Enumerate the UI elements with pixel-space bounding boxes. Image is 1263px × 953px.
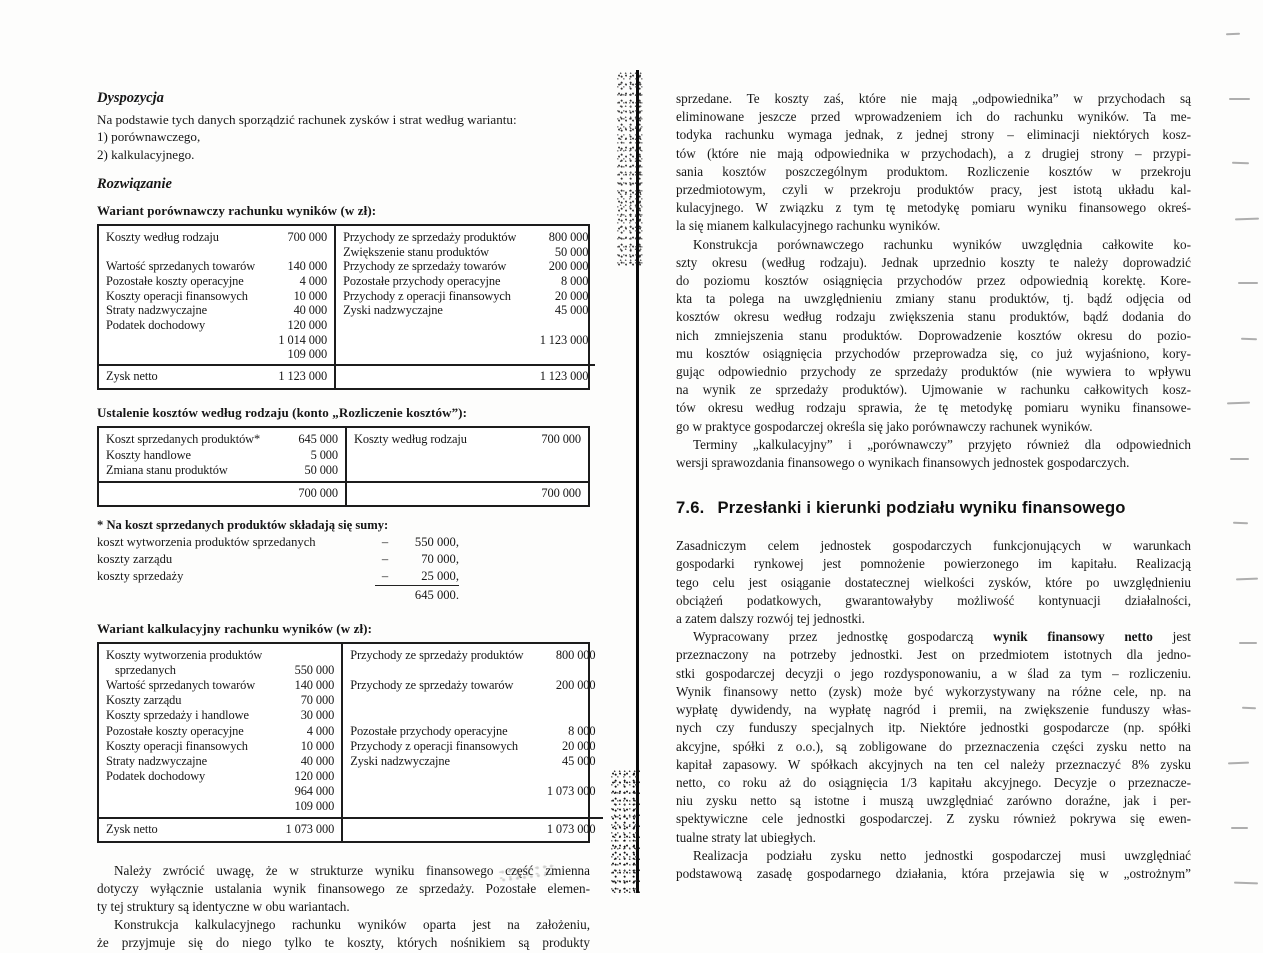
ledger-row: Przychody z operacji finansowych 20 000 bbox=[343, 288, 589, 303]
text-line: mu kosztów osiągnięcia przychodów przeprowadza się, co już wyjaśniono, kory- bbox=[676, 345, 1191, 361]
ledger-row: Wartość sprzedanych towarów 140 000 bbox=[106, 677, 335, 692]
table1-debit-side bbox=[99, 226, 336, 388]
ledger-row: Pozostałe przychody operacyjne 8 000 bbox=[350, 723, 596, 738]
text-line: do poziomu kosztów osiągnięcia przychodów przez odpowiednią korektę. Kore- bbox=[676, 273, 1191, 289]
ledger-row: Koszty sprzedaży i handlowe 30 000 bbox=[106, 708, 335, 723]
text-line: podstawową zasadę gospodarnego działania, która przejawia się w „ostrożnym” bbox=[676, 865, 1191, 881]
table3-credit-rows bbox=[343, 644, 602, 817]
ledger-row: Koszt sprzedanych produktów* 645 000 bbox=[106, 432, 338, 447]
footnote-row: koszt wytworzenia produktów sprzedanych – 550 000, bbox=[97, 534, 459, 549]
total-label: Zysk netto bbox=[106, 369, 158, 384]
edge-mark bbox=[1235, 217, 1259, 220]
rozwiazanie-heading: Rozwiązanie bbox=[97, 175, 172, 192]
ledger-row: Koszty zarządu 70 000 bbox=[106, 693, 335, 708]
text-line: tego celu jest osiąganie dostatecznej wielkości zysków, które po uwzględnieniu bbox=[676, 574, 1191, 590]
footnote-total-row bbox=[97, 585, 469, 604]
footnote-block bbox=[97, 517, 590, 604]
table1-credit-total-row bbox=[336, 364, 595, 388]
text-line: la się mianem kalkulacyjnego rachunku wyników. bbox=[676, 218, 941, 234]
total-amount: 700 000 bbox=[298, 485, 338, 500]
text-line: gospodarki rynkowej jest pomnożenie powierzonego im kapitału. Realizacją bbox=[676, 556, 1191, 572]
edge-mark bbox=[1231, 827, 1248, 829]
table1-debit-rows bbox=[99, 226, 334, 364]
ledger-row: Koszty handlowe 5 000 bbox=[106, 447, 338, 462]
ledger-row: Koszty wytworzenia produktów bbox=[106, 647, 263, 662]
text-line: todyka rachunku wymaga jednak, z jednej strony – eliminacji niektórych kosz- bbox=[676, 127, 1191, 143]
edge-mark bbox=[1232, 162, 1249, 165]
text-line: dotyczy wyłącznie ustalania wynik finansowego ze sprzedaży. Pozostałe elemen- bbox=[97, 880, 590, 896]
text-line: Konstrukcja porównawczego rachunku wyników uwzględnia całkowite ko- bbox=[693, 236, 1191, 252]
section-title: Przesłanki i kierunki podziału wyniku finansowego bbox=[717, 498, 1126, 518]
ledger-row bbox=[350, 663, 595, 678]
footnote-total: 645 000. bbox=[375, 585, 459, 604]
text-line: tów (które nie mają odpowiednika w przychodach), a z drugiej strony – przypi- bbox=[676, 145, 1191, 161]
table2-caption: Ustalenie kosztów według rodzaju (konto „Rozliczenie kosztów”): bbox=[97, 405, 468, 421]
ledger-row: Straty nadzwyczajne 40 000 bbox=[106, 753, 335, 768]
total-label bbox=[350, 822, 523, 837]
ledger-row: Zmiana stanu produktów 50 000 bbox=[106, 463, 338, 478]
ledger-row: Pozostałe przychody operacyjne 8 000 bbox=[343, 273, 589, 288]
text-line: ty tej struktury są identyczne w obu wariantach. bbox=[97, 899, 350, 915]
edge-mark bbox=[1233, 522, 1248, 525]
ledger-row: Koszty według rodzaju 700 000 bbox=[106, 229, 328, 244]
left-paragraph-b bbox=[97, 916, 590, 952]
footnote-row: koszty sprzedaży – 25 000, bbox=[97, 568, 459, 583]
text-line: Zasadniczym celem jednostek gospodarczych funkcjonujących w warunkach bbox=[676, 538, 1191, 554]
text-line: wersji sprawozdania finansowego o wynikach finansowych jednostek gospodarczych. bbox=[676, 455, 1130, 471]
footnote-rows bbox=[97, 534, 590, 585]
ledger-row: Przychody ze sprzedaży towarów 200 000 bbox=[343, 259, 589, 274]
text-line: Na podstawie tych danych sporządzić rachunek zysków i strat według wariantu: bbox=[97, 112, 517, 127]
table1-caption: Wariant porównawczy rachunku wyników (w zł): bbox=[97, 202, 377, 218]
ledger-row bbox=[350, 708, 595, 723]
table1-debit-total-row bbox=[99, 364, 334, 388]
text-line: sania kosztów poszczególnym produktom. Rozliczenie kosztów w przekroju bbox=[676, 163, 1191, 179]
ledger-row bbox=[343, 347, 588, 362]
text-line: stki gospodarczej decyzji o jego rozdysponowaniu, a w ślad za tym – rozliczeniu. bbox=[676, 665, 1191, 681]
scan-noise-top bbox=[617, 72, 644, 267]
ledger-row: 109 000 bbox=[294, 799, 335, 814]
ledger-row: Pozostałe koszty operacyjne 4 000 bbox=[106, 723, 335, 738]
ledger-row: 1 123 000 bbox=[539, 332, 589, 347]
spacer bbox=[97, 585, 375, 604]
edge-mark bbox=[1228, 762, 1249, 765]
total-amount: 1 073 000 bbox=[546, 821, 596, 836]
text-line: go w praktyce gospodarczej określa się jako porównawczy rachunek wyników. bbox=[676, 418, 1093, 434]
table3-debit-rows bbox=[99, 644, 341, 817]
ledger-row: Przychody ze sprzedaży towarów 200 000 bbox=[350, 677, 596, 692]
total-label bbox=[106, 486, 266, 501]
total-label bbox=[354, 486, 509, 501]
edge-mark bbox=[1227, 402, 1250, 405]
ledger-row bbox=[354, 463, 581, 479]
edge-mark bbox=[1238, 282, 1258, 284]
ledger-row: Przychody ze sprzedaży produktów 800 000 bbox=[343, 229, 589, 244]
ledger-row bbox=[350, 693, 595, 708]
text-line: Konstrukcja kalkulacyjnego rachunku wyników oparta jest na założeniu, bbox=[114, 917, 590, 933]
edge-mark bbox=[1236, 577, 1258, 580]
ledger-row: sprzedanych 550 000 bbox=[106, 662, 335, 677]
ledger-row bbox=[106, 245, 327, 260]
ledger-row: Koszty operacji finansowych 10 000 bbox=[106, 288, 328, 303]
dyspozycja-heading: Dyspozycja bbox=[97, 90, 164, 106]
text-line: eliminowane jeszcze przed wprowadzeniem ich do rachunku wyników. Ta me- bbox=[676, 109, 1191, 125]
text-line: 2) kalkulacyjnego. bbox=[97, 146, 195, 162]
total-amount: 1 123 000 bbox=[539, 369, 589, 384]
ledger-row bbox=[354, 448, 581, 464]
left-page bbox=[97, 90, 596, 953]
total-amount: 700 000 bbox=[541, 485, 581, 500]
ledger-row: Zyski nadzwyczajne 45 000 bbox=[350, 753, 596, 768]
table2-debit-total-row bbox=[99, 481, 345, 505]
text-line: Wynik finansowy netto (zysk) może być wykorzystywany na różne cele, np. na bbox=[676, 683, 1191, 699]
right-paragraph-6 bbox=[676, 847, 1191, 883]
text-line: tów okresu według rodzaju sprawia, że tę metodykę pomiaru wyniku finansowe- bbox=[676, 400, 1191, 416]
footnote-row: koszty zarządu – 70 000, bbox=[97, 551, 459, 566]
table2-credit-total-row bbox=[347, 481, 588, 505]
text-line: tualne straty lat ubiegłych. bbox=[676, 829, 816, 845]
text-line: akcyjne, spółki z o.o.), są zobligowane do przeznaczenia części zysku netto na bbox=[676, 738, 1191, 754]
ledger-row: 964 000 bbox=[294, 784, 335, 799]
right-paragraph-3 bbox=[676, 436, 1191, 472]
ledger-row bbox=[350, 769, 595, 784]
text-line: gując odpowiednio przychody ze sprzedaży produktów (nie wywiera to wpływu bbox=[676, 364, 1191, 380]
text-line: Należy zwrócić uwagę, że w strukturze wyniku finansowego część zmienna bbox=[114, 862, 590, 878]
table3-debit-side bbox=[99, 644, 343, 841]
text-line: kapitał zapasowy. W spółkach akcyjnych na ten cel należy przeznaczyć 8% zysku bbox=[676, 756, 1191, 772]
right-paragraph-1 bbox=[676, 90, 1191, 236]
comparative-income-statement-table bbox=[97, 224, 590, 390]
text-line: nich zmniejszenia stanu produktów. Doprowadzenie kosztów okresu do pozio- bbox=[676, 327, 1191, 343]
table1-credit-side bbox=[336, 226, 595, 388]
ledger-row: Przychody ze sprzedaży produktów 800 000 bbox=[350, 647, 596, 662]
ledger-row: Zwiększenie stanu produktów 50 000 bbox=[343, 244, 589, 259]
ledger-row: Zyski nadzwyczajne 45 000 bbox=[343, 303, 589, 318]
text-line: netto, co roku aż do osiągnięcia 1/3 kapitału akcyjnego. Decyzje o przeznacze- bbox=[676, 774, 1191, 790]
table3-credit-side bbox=[343, 644, 602, 841]
total-label: Zysk netto bbox=[106, 821, 158, 836]
ledger-row: Koszty według rodzaju 700 000 bbox=[354, 432, 581, 447]
text-line: przedmiotowym, czyli w przekroju produktów pracy, jest istotą układu kal- bbox=[676, 182, 1191, 198]
total-amount: 1 123 000 bbox=[278, 369, 328, 384]
ledger-row: 1 014 000 bbox=[278, 332, 328, 347]
ledger-row: Przychody z operacji finansowych 20 000 bbox=[350, 738, 596, 753]
table3-debit-total-row bbox=[99, 817, 341, 841]
ledger-row: 1 073 000 bbox=[546, 784, 596, 799]
table3-caption: Wariant kalkulacyjny rachunku wyników (w zł): bbox=[97, 620, 373, 636]
edge-mark bbox=[1239, 642, 1257, 644]
text-line: niu zysku netto są istotne i muszą uwzględniać zarówno doraźne, jak i per- bbox=[676, 793, 1191, 809]
scan-noise-bottom bbox=[611, 770, 640, 893]
table2-debit-side bbox=[99, 428, 347, 505]
text-line: wypłatę dywidendy, na wypłatę nagród i premii, na zwiększenie funduszy włas- bbox=[676, 702, 1191, 718]
edge-mark bbox=[1241, 337, 1257, 340]
right-page bbox=[676, 90, 1191, 883]
cost-by-type-settlement-table bbox=[97, 426, 590, 507]
table3-credit-total-row bbox=[343, 817, 602, 841]
edge-mark bbox=[1226, 33, 1240, 35]
footnote-header: * Na koszt sprzedanych produktów składają się sumy: bbox=[97, 517, 389, 532]
text-line: 1) porównawczego, bbox=[97, 129, 201, 145]
ledger-row bbox=[343, 318, 588, 333]
dyspozycja-text bbox=[97, 111, 590, 163]
edge-mark bbox=[1234, 882, 1258, 885]
section-heading-7-6 bbox=[676, 498, 1191, 518]
text-line: szty okresu (według rodzaju). Jednak uprzednio koszty te należy doprowadzić bbox=[676, 254, 1191, 270]
table2-credit-rows bbox=[347, 428, 588, 481]
edge-mark bbox=[1229, 98, 1250, 100]
ledger-row: 109 000 bbox=[287, 347, 328, 362]
text-line: Terminy „kalkulacyjny” i „porównawczy” przyjęto również dla odpowiednich bbox=[693, 436, 1191, 452]
text-line: kta ta polega na uwzględnieniu zmiany stanu produktów, tj. bądź odjęcia od bbox=[676, 291, 1191, 307]
text-line: Wypracowany przez jednostkę gospodarczą wynik finansowy netto jest bbox=[693, 629, 1191, 645]
ledger-row: Straty nadzwyczajne 40 000 bbox=[106, 303, 328, 318]
text-line: że przyjmuje się do niego tylko te koszty, których nośnikiem są produkty bbox=[97, 935, 590, 951]
edge-mark bbox=[1242, 706, 1256, 708]
right-paragraph-2 bbox=[676, 236, 1191, 436]
right-paragraph-5 bbox=[676, 628, 1191, 846]
table2-credit-side bbox=[347, 428, 588, 505]
text-line: kulacyjnego. W związku z tym tę metodykę pomiaru wyniku finansowego okreś- bbox=[676, 200, 1191, 216]
edge-mark bbox=[1230, 458, 1249, 460]
text-line: spektywiczne cele jednostki gospodarczej. Z zysku również pokrywa się ewen- bbox=[676, 811, 1191, 827]
text-line: przeznaczony na potrzeby jednostki. Jest on przedmiotem istotnych dla jedno- bbox=[676, 647, 1191, 663]
text-line: Realizacja podziału zysku netto jednostki gospodarczej musi uwzględniać bbox=[693, 847, 1191, 863]
text-line: sprzedane. Te koszty zaś, które nie mają „odpowiednika” w przychodach są bbox=[676, 91, 1191, 106]
text-line: nych czy funduszy specjalnych itp. Niektóre jednostki gospodarcze (np. spółki bbox=[676, 720, 1191, 736]
ledger-row: Podatek dochodowy 120 000 bbox=[106, 769, 335, 784]
ledger-row: Podatek dochodowy 120 000 bbox=[106, 318, 328, 333]
calculational-income-statement-table bbox=[97, 642, 596, 843]
ledger-row bbox=[350, 799, 595, 814]
table1-credit-rows bbox=[336, 226, 595, 364]
text-line: kosztów okresu według rodzaju zwiększenia stanu produktów, bądź dodania do bbox=[676, 309, 1191, 325]
right-paragraph-4 bbox=[676, 537, 1191, 628]
text-line: a zatem dalszy rozwój tej jednostki. bbox=[676, 611, 865, 627]
text-line: na wynik ze sprzedaży produktów). Ujmowanie w rachunku całkowitych kosz- bbox=[676, 382, 1191, 398]
ledger-row: Wartość sprzedanych towarów 140 000 bbox=[106, 259, 328, 274]
section-number: 7.6. bbox=[676, 498, 705, 518]
text-line: obciążeń podatkowych, gwarantowałyby możliwość kontynuacji działalności, bbox=[676, 592, 1191, 608]
ledger-row: Koszty operacji finansowych 10 000 bbox=[106, 738, 335, 753]
ledger-row: Pozostałe koszty operacyjne 4 000 bbox=[106, 273, 328, 288]
table2-debit-rows bbox=[99, 428, 345, 481]
total-label bbox=[343, 369, 516, 384]
total-amount: 1 073 000 bbox=[285, 821, 335, 836]
